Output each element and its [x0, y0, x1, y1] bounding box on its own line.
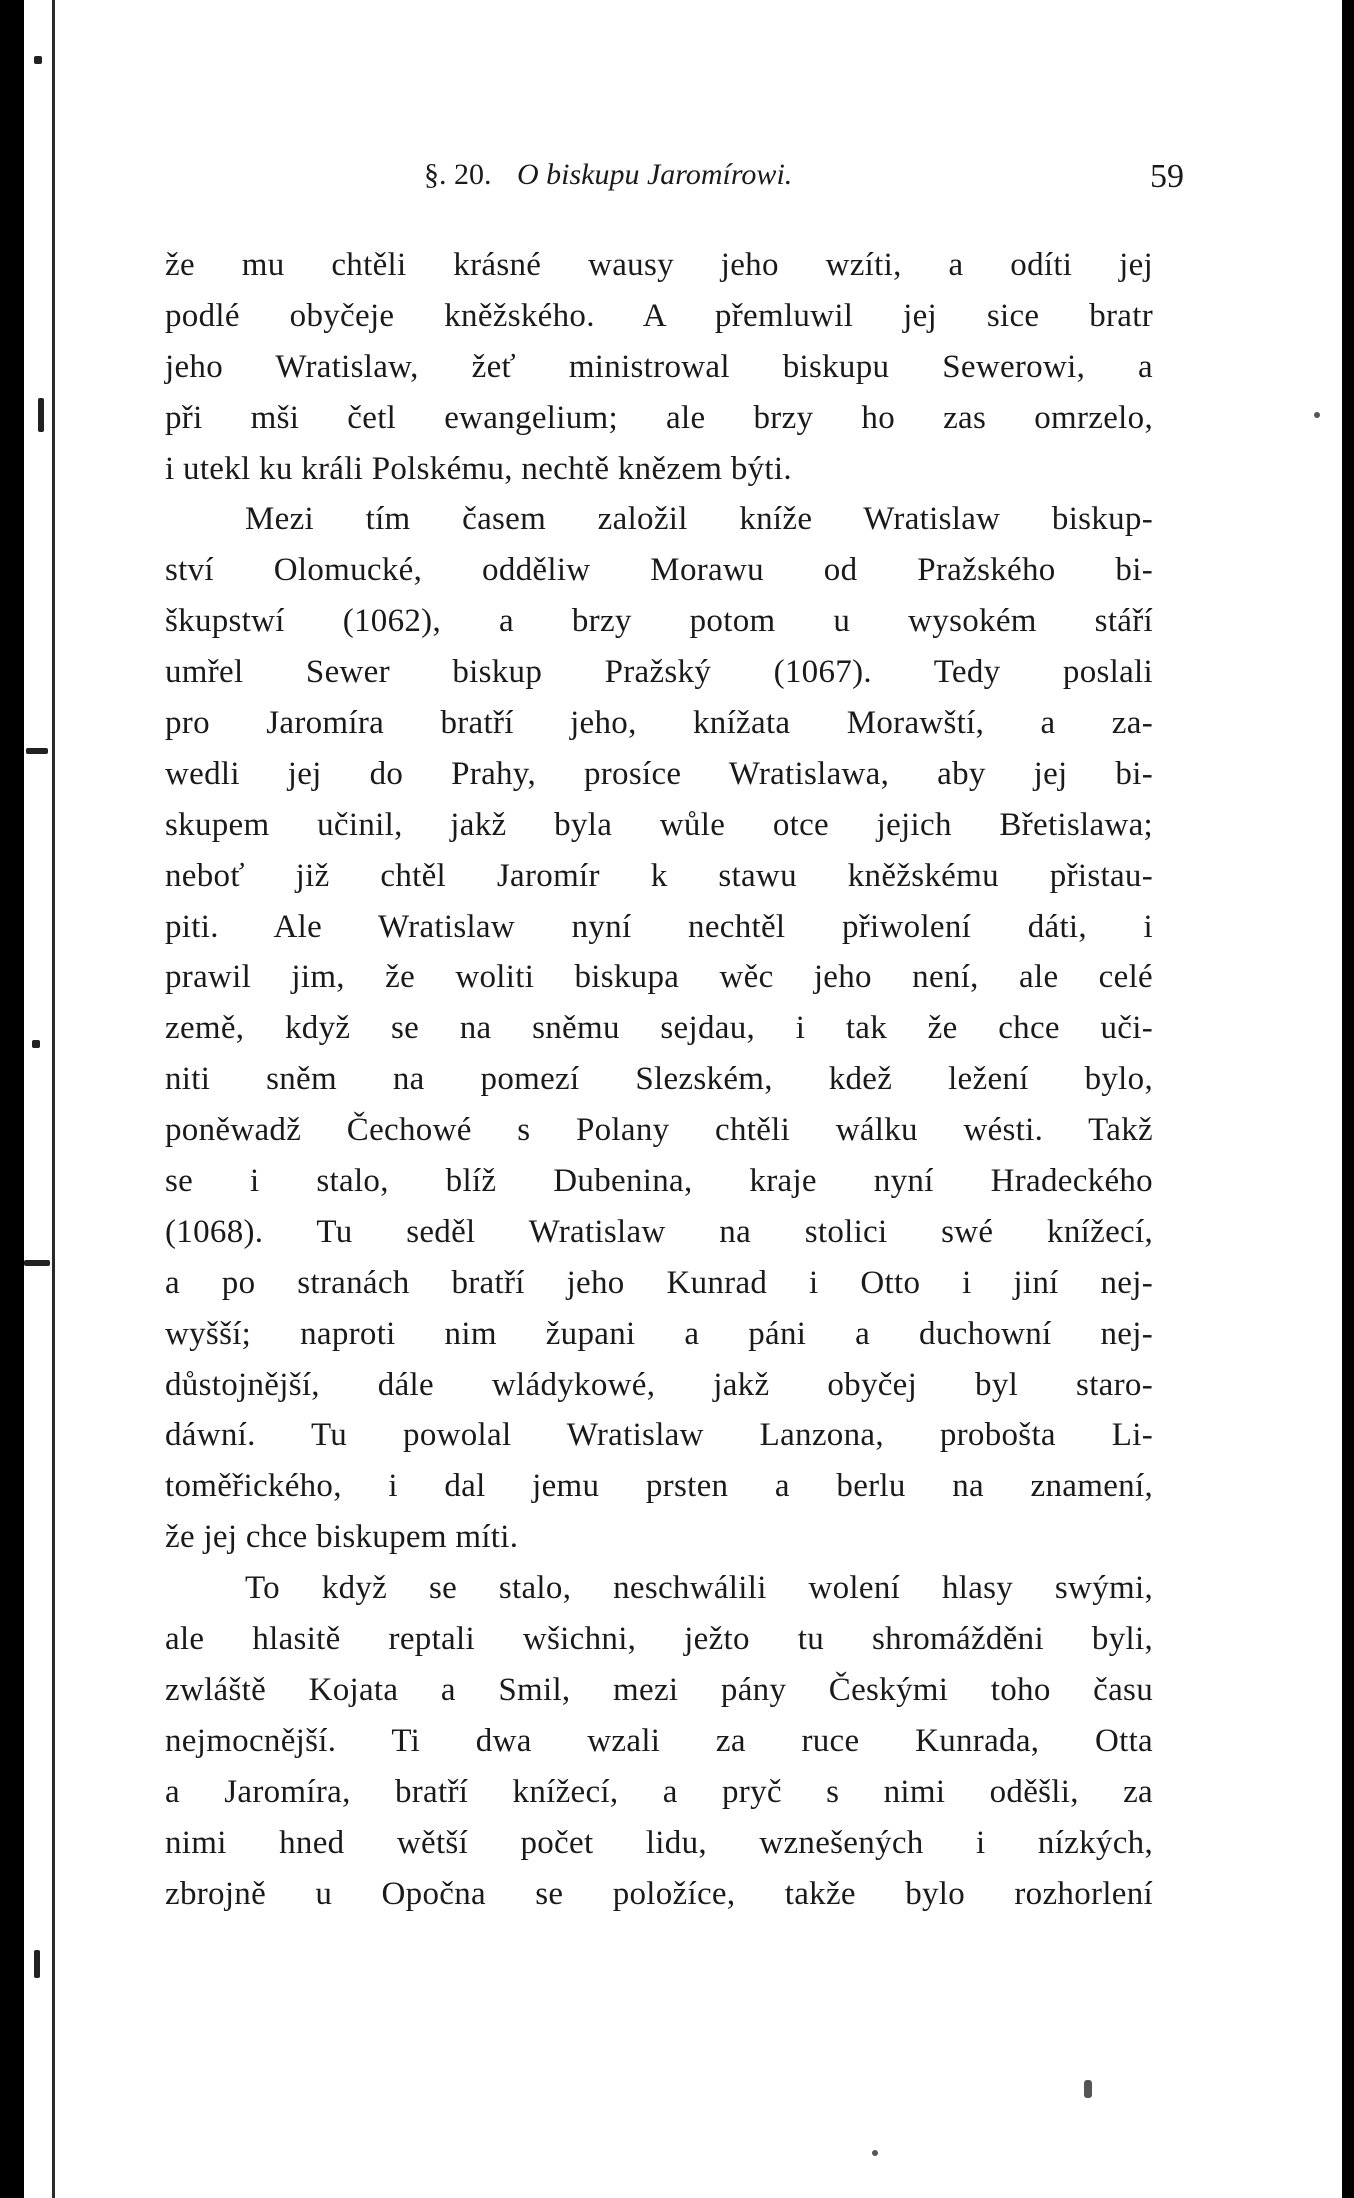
- margin-mark: [26, 748, 48, 754]
- page-speck: [1314, 412, 1320, 418]
- text-line: (1068). Tu seděl Wratislaw na stolici swé knížecí,: [165, 1213, 1153, 1250]
- page-speck: [1084, 2080, 1092, 2098]
- text-line: se i stalo, blíž Dubenina, kraje nyní Hradeckého: [165, 1163, 1153, 1200]
- margin-mark: [24, 1260, 50, 1266]
- text-line: a po stranách bratří jeho Kunrad i Otto i jiní nej-: [165, 1264, 1153, 1301]
- text-line: piti. Ale Wratislaw nyní nechtěl přiwolení dáti, i: [165, 908, 1153, 945]
- text-line: jeho Wratislaw, žeť ministrowal biskupu Sewerowi, a: [165, 348, 1153, 385]
- page-gutter-rule: [52, 0, 55, 2198]
- text-line: škupstwí (1062), a brzy potom u wysokém stáří: [165, 603, 1153, 640]
- text-line: poněwadž Čechowé s Polany chtěli wálku wésti. Takž: [165, 1112, 1153, 1149]
- chapter-title: O biskupu Jaromírowi.: [517, 158, 793, 191]
- text-line: skupem učinil, jakž byla wůle otce jejich Břetislawa;: [165, 806, 1153, 843]
- text-line: toměřického, i dal jemu prsten a berlu na znamení,: [165, 1468, 1153, 1505]
- text-line: nejmocnější. Ti dwa wzali za ruce Kunrada, Otta: [165, 1722, 1153, 1759]
- text-line: dáwní. Tu powolal Wratislaw Lanzona, probošta Li-: [165, 1417, 1153, 1454]
- text-line: prawil jim, že woliti biskupa wěc jeho není, ale celé: [165, 959, 1153, 996]
- text-line: nimi hned wětší počet lidu, wznešených i nízkých,: [165, 1824, 1153, 1861]
- text-line: že jej chce biskupem míti.: [165, 1519, 519, 1556]
- text-line: umřel Sewer biskup Pražský (1067). Tedy poslali: [165, 654, 1153, 691]
- text-line: neboť již chtěl Jaromír k stawu kněžskému přistau-: [165, 857, 1153, 894]
- paragraph-start-line: Mezi tím časem založil kníže Wratislaw biskup-: [245, 501, 1153, 538]
- text-line: zbrojně u Opočna se položíce, takže bylo rozhorlení: [165, 1875, 1153, 1912]
- margin-mark: [34, 56, 42, 64]
- running-header: [424, 158, 1184, 208]
- text-line: zwláště Kojata a Smil, mezi pány Českými toho času: [165, 1671, 1153, 1708]
- text-line: wedli jej do Prahy, prosíce Wratislawa, aby jej bi-: [165, 755, 1153, 792]
- page-number: 59: [1150, 158, 1184, 195]
- body-text: [165, 240, 1153, 1919]
- paragraph-start-line: To když se stalo, neschwálili wolení hlasy swými,: [245, 1570, 1153, 1607]
- book-page: [24, 0, 1342, 2198]
- margin-mark: [34, 1950, 40, 1978]
- text-line: pro Jaromíra bratří jeho, knížata Morawští, a za-: [165, 705, 1153, 742]
- text-line: při mši četl ewangelium; ale brzy ho zas omrzelo,: [165, 399, 1153, 436]
- text-line: ství Olomucké, odděliw Morawu od Pražského bi-: [165, 552, 1153, 589]
- text-line: důstojnější, dále wládykowé, jakž obyčej byl staro-: [165, 1366, 1153, 1403]
- text-line: niti sněm na pomezí Slezském, kdež ležení bylo,: [165, 1061, 1153, 1098]
- text-line: i utekl ku králi Polskému, nechtě knězem býti.: [165, 450, 792, 487]
- margin-mark: [38, 398, 44, 432]
- margin-mark: [32, 1040, 40, 1048]
- text-line: podlé obyčeje kněžského. A přemluwil jej sice bratr: [165, 297, 1153, 334]
- text-line: že mu chtěli krásné wausy jeho wzíti, a odíti jej: [165, 247, 1153, 283]
- text-line: a Jaromíra, bratří knížecí, a pryč s nimi oděšli, za: [165, 1773, 1153, 1810]
- text-line: ale hlasitě reptali wšichni, ježto tu shromážděni byli,: [165, 1621, 1153, 1658]
- text-line: wyšší; naproti nim župani a páni a duchowní nej-: [165, 1315, 1153, 1352]
- text-line: země, když se na sněmu sejdau, i tak že chce uči-: [165, 1010, 1153, 1047]
- section-number: §. 20.: [424, 158, 492, 191]
- page-speck: [872, 2150, 878, 2156]
